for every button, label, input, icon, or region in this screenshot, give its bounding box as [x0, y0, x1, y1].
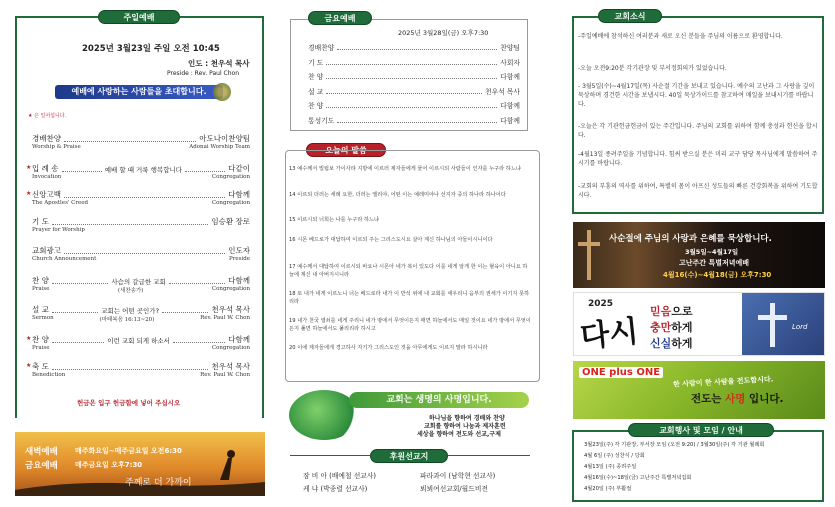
- order-item-en-row: [32, 315, 250, 323]
- stand-star-icon: ★: [26, 362, 32, 369]
- order-item-name: 찬 양: [32, 335, 49, 344]
- verse-item: 17 예수께서 대답하여 이르시되 바요나 시몬아 네가 복이 있도다 이를 네게 알게 한 이는 혈육이 아니요 하늘에 계신 내 아버지시니라: [289, 264, 528, 278]
- missionary-row-1-left: 잠 비 아 (배예철 선교사): [303, 472, 377, 480]
- order-item-ko-row: [32, 275, 250, 286]
- again-banner: [573, 292, 825, 356]
- lent-banner: [573, 222, 825, 288]
- friday-row: [308, 42, 520, 52]
- again-line-2: [650, 319, 693, 335]
- again-cross-image: [742, 293, 825, 356]
- verse-item: 14 이르되 더러는 세례 요한, 더러는 엘리야, 어떤 이는 예레미야나 선지자 중의 하나라 하나이다: [289, 192, 506, 198]
- leader-dots: [326, 107, 497, 108]
- leader-dots: [52, 224, 209, 225]
- order-item-en-leader: Congregation: [211, 286, 250, 292]
- order-item-name: 신앙고백: [32, 190, 61, 199]
- word-title: 오늘의 말씀: [306, 143, 386, 157]
- leader-dots: [169, 283, 226, 284]
- one-line-2c: 입니다.: [745, 393, 784, 405]
- order-item-en: Praise: [32, 286, 50, 292]
- dawn-label: 새벽예배: [25, 447, 58, 457]
- order-item-en-row: [32, 286, 250, 294]
- again-year: 2025: [588, 299, 614, 309]
- order-item-leader: 천우석 목사: [211, 362, 250, 371]
- leader-dots: [326, 78, 497, 79]
- order-item-en-row: [32, 200, 250, 206]
- order-item-detail: 사슴의 갈급한 교회: [111, 278, 166, 286]
- again-faithful: 신실: [650, 337, 672, 350]
- dawn-caption: 주께로 더 가까이: [125, 478, 192, 488]
- sunday-top-rule-right: [180, 16, 264, 18]
- order-item-ko-row: [32, 163, 250, 174]
- missionary-rule-left: [290, 455, 370, 456]
- friday-row: [308, 86, 520, 96]
- order-item-leader: 천우석 목사: [211, 305, 250, 314]
- order-item-en-row: [32, 144, 250, 150]
- welcome-text: 예배에 사랑하는 사람들을 초대합니다.: [71, 87, 207, 96]
- leader-dots: [52, 342, 104, 343]
- one-plus-one-banner: [573, 361, 825, 419]
- order-item-leader: 다함께: [228, 276, 250, 285]
- order-item-leader: 다함께: [228, 190, 250, 199]
- friday-row-label: 설 교: [308, 87, 324, 96]
- event-item: 4월 6일 (주) 성찬식 / 당회: [584, 453, 645, 459]
- news-item: - 3월5일(수)~4월17일(목) 사순절 기간을 보내고 있습니다. 예수의 고난과 그 사랑을 깊이 묵상하며 경건한 시간을 보냅시다. 40일 묵상가이드를 참고하여 매일을 보내시기를 바랍니다.: [578, 83, 815, 108]
- friday-row: [308, 57, 520, 67]
- event-item: 4월20일 (주) 부활절: [584, 486, 632, 492]
- news-item: -오늘 오전9:20분 각기관장 및 부서정회의가 있었습니다.: [578, 65, 727, 72]
- leader-dots: [173, 342, 225, 343]
- missionary-rule-right: [448, 455, 530, 456]
- event-item: 3월23일(주) 각 기관장, 부서장 모임 (오전 9:20) / 3월30일(주) 각 기관 월례회: [584, 442, 765, 448]
- order-item-en: Praise: [32, 345, 50, 351]
- stand-star-icon: ★: [26, 190, 32, 197]
- sunday-presider-en: Preside : Rev. Paul Chon: [167, 70, 240, 77]
- order-item: [32, 245, 250, 262]
- friday-time: 매주금요일 오후7:30: [75, 461, 143, 469]
- news-title: 교회소식: [598, 9, 662, 23]
- sunday-right-rule: [262, 16, 264, 418]
- order-item: [26, 361, 250, 378]
- order-item-en-leader: Congregation: [211, 200, 250, 206]
- one-line-2a: 전도는: [691, 393, 726, 405]
- order-item-leader: 임승환 장로: [211, 217, 250, 226]
- order-item-en-row: [32, 345, 250, 351]
- leader-dots: [64, 253, 225, 254]
- verse-item: 13 예수께서 빌립보 가이사랴 지방에 이르러 제자들에게 물어 이르시되 사람들이 인자를 누구라 하느냐: [289, 166, 521, 172]
- motto-line-1: 하나님을 향하여 경배와 찬양: [429, 415, 505, 422]
- order-item-ko-row: [32, 216, 250, 227]
- verse-item: 16 시몬 베드로가 대답하여 이르되 주는 그리스도시요 살아 계신 하나님의 아들이시니이다: [289, 237, 493, 243]
- lent-line-2: 3월5일~4월17일: [685, 248, 739, 256]
- order-item-name: 설 교: [32, 305, 49, 314]
- again-faith-suffix: 으로: [671, 305, 693, 318]
- again-full: 충만: [650, 321, 672, 334]
- order-item-en-row: [32, 227, 250, 233]
- event-item: 4월13일 (주) 종려주일: [584, 464, 637, 470]
- leader-dots: [52, 369, 209, 370]
- sunday-presider: 인도 : 천우석 목사: [188, 59, 250, 68]
- order-item-en-leader: Rev. Paul W. Chon: [200, 315, 250, 321]
- order-item-en-row: [32, 372, 250, 378]
- lent-cross-icon: [587, 230, 591, 280]
- order-item-en: Prayer for Worship: [32, 227, 85, 233]
- order-item-ko-row: [32, 245, 250, 256]
- news-item: -4월13일 종려주일을 기념합니다. 힘써 받으실 분은 미리 교구 담당 목사님에게 말씀하여 주시기를 바랍니다.: [578, 151, 818, 167]
- motto-line-2: 교회를 향하여 나눔과 제자훈련: [424, 423, 506, 430]
- friday-row-label: 경배찬양: [308, 44, 335, 52]
- friday-row-value: 다함께: [500, 116, 520, 125]
- friday-row-label: 찬 양: [308, 102, 324, 110]
- leader-dots: [64, 197, 225, 198]
- lent-line-1: 사순절에 주님의 사랑과 은혜를 묵상합니다.: [609, 234, 772, 244]
- order-item-en-leader: Congregation: [211, 345, 250, 351]
- sunday-left-rule: [15, 16, 17, 418]
- order-item-en: Worship & Praise: [32, 144, 81, 150]
- friday-label: 금요예배: [25, 461, 58, 471]
- missionary-title: 후원선교지: [370, 449, 448, 463]
- order-item: [26, 163, 251, 180]
- friday-row-label: 통성기도: [308, 116, 335, 125]
- order-item-en-row: [32, 256, 250, 262]
- one-line-1: 한 사람이 한 사람을 전도합시다.: [672, 375, 774, 389]
- order-item: [32, 304, 250, 323]
- again-line-3: [650, 335, 693, 351]
- friday-row-label: 찬 양: [308, 73, 324, 81]
- order-item-ko-row: [32, 361, 250, 372]
- welcome-banner: [55, 85, 223, 99]
- events-title: 교회행사 및 모임 / 안내: [628, 423, 774, 437]
- order-item-leader: 인도자: [228, 246, 250, 255]
- again-full-suffix: 하게: [671, 321, 693, 334]
- order-item-name: 경배찬양: [32, 134, 61, 143]
- verse-item: 15 이르시되 너희는 나를 누구라 하느냐: [289, 217, 380, 223]
- again-faith: 믿음: [650, 305, 672, 318]
- sunday-title: 주일예배: [98, 10, 180, 24]
- order-item-ko-row: [32, 334, 250, 345]
- verse-item: 18 또 내가 네게 이르노니 너는 베드로라 내가 이 반석 위에 내 교회를 세우리니 음부의 권세가 이기지 못하리라: [289, 291, 530, 305]
- dawn-time: 매주화요일~매주금요일 오전6:30: [75, 447, 182, 455]
- lent-cross-bar: [578, 242, 600, 246]
- event-item: 4월16일(수)~18일(금) 고난주간 특별저녁집회: [584, 475, 692, 481]
- order-item-en-leader: Rev. Paul W. Chon: [200, 372, 250, 378]
- again-big: 다시: [578, 314, 641, 355]
- cross-bar: [758, 315, 787, 320]
- stand-star-icon: ★: [26, 164, 32, 171]
- leader-dots: [326, 93, 482, 94]
- lent-line-4: 4월16(수)~4월18(금) 오후7:30: [663, 271, 772, 279]
- missionary-row-1-right: 파라과이 (남학현 선교사): [420, 472, 496, 480]
- order-item-detail: 예배 할 때 거룩 행복합니다: [104, 166, 183, 174]
- order-item-en: Invocation: [32, 174, 62, 180]
- offering-note: 헌금은 입구 헌금함에 넣어 주십시오: [77, 399, 181, 407]
- order-item-en-leader: Preside: [229, 256, 250, 262]
- news-item: -주일예배에 참석하신 여러분과 새로 오신 분들을 주님의 이름으로 환영합니다.: [578, 33, 783, 40]
- order-item-en-row: [32, 174, 250, 180]
- friday-row: [308, 115, 520, 125]
- motto-banner: [289, 388, 534, 442]
- dawn-worship-banner: [15, 432, 265, 496]
- leader-dots: [62, 171, 102, 172]
- order-item-leader: 아도나이찬양팀: [199, 134, 250, 143]
- again-faithful-suffix: 하게: [671, 337, 693, 350]
- order-item-en-detail: (새찬송가): [117, 288, 144, 294]
- welcome-flower-icon: [213, 83, 231, 101]
- order-item-detail: 교회는 어떤 곳인가?: [101, 307, 160, 315]
- friday-row-value: 다함께: [500, 102, 520, 110]
- order-item-name: 찬 양: [32, 276, 49, 285]
- missionary-row-2-left: 케 냐 (박종렬 선교사): [303, 485, 368, 493]
- leader-dots: [185, 171, 225, 172]
- leader-dots: [162, 312, 208, 313]
- news-item: -교회의 부흥의 역사를 위하여, 특별히 몸이 아프신 성도들의 빠른 건강회복을 위하여 기도합시다.: [578, 183, 818, 199]
- one-plus-one-brand: ONE plus ONE: [579, 367, 663, 378]
- order-item-leader: 다같이: [228, 164, 251, 173]
- order-item-name: 교회광고: [32, 246, 61, 255]
- order-item-en-leader: Congregation: [211, 174, 250, 180]
- order-item: [26, 334, 250, 351]
- missionary-row-2-right: 뵈뵈여선교회/월드비전: [420, 485, 488, 493]
- leader-dots: [64, 141, 196, 142]
- lent-line-3: 고난주간 특별저녁예배: [679, 259, 750, 267]
- cross-icon: [770, 303, 775, 347]
- friday-row-value: 찬양팀: [500, 44, 520, 52]
- order-item-detail: 이런 교회 되게 하소서: [107, 337, 170, 345]
- stand-note: ★ 은 일어섭니다.: [28, 113, 67, 119]
- order-item-name: 입 례 송: [32, 164, 59, 173]
- leader-dots: [52, 283, 109, 284]
- order-item: [32, 133, 250, 150]
- order-item-en: Church Announcement: [32, 256, 97, 262]
- one-line-2: [691, 391, 783, 406]
- order-item-ko-row: [32, 189, 250, 200]
- friday-row-label: 기 도: [308, 58, 324, 67]
- friday-row: [308, 71, 520, 81]
- friday-row-value: 천우석 목사: [485, 87, 520, 96]
- order-item-en: The Apostles' Creed: [32, 200, 89, 206]
- leader-dots: [337, 122, 497, 123]
- again-line-1: [650, 303, 693, 319]
- news-item: -오늘은 각 기관헌금헌금이 있는 주간입니다. 주님의 교회를 위하여 함께 충성과 헌신을 합시다.: [578, 123, 818, 139]
- sunday-date: 2025년 3월23일 주일 오전 10:45: [82, 44, 220, 54]
- leader-dots: [337, 49, 497, 50]
- verse-item: 19 내가 천국 열쇠를 네게 주리니 네가 땅에서 무엇이든지 매면 하늘에서도 매일 것이요 네가 땅에서 무엇이든지 풀면 하늘에서도 풀리리라 하시고: [289, 318, 531, 332]
- order-item: [32, 275, 250, 294]
- friday-title: 금요예배: [308, 11, 372, 25]
- order-item-en-leader: Adonai Worship Team: [189, 144, 250, 150]
- friday-date: 2025년 3월28일(금) 오후7:30: [398, 29, 489, 37]
- order-item-en: Benediction: [32, 372, 66, 378]
- stand-star-icon: ★: [26, 335, 32, 342]
- leader-dots: [52, 312, 98, 313]
- motto-line-3: 세상을 향하여 전도와 선교,구제: [417, 431, 501, 438]
- order-item-en-detail: (마태복음 16:13~20): [99, 317, 155, 323]
- order-item: [26, 189, 250, 206]
- order-item-leader: 다함께: [228, 335, 250, 344]
- order-item-name: 축 도: [32, 362, 49, 371]
- order-item-en: Sermon: [32, 315, 54, 321]
- order-item-name: 기 도: [32, 217, 49, 226]
- leader-dots: [326, 64, 497, 65]
- sunday-top-rule-left: [15, 16, 98, 18]
- friday-row-value: 사회자: [500, 58, 520, 67]
- verse-item: 20 이에 제자들에게 경고하사 자기가 그리스도인 것을 아무에게도 이르지 말라 하시니라: [289, 345, 488, 351]
- again-lord: Lord: [792, 323, 808, 331]
- friday-row: [308, 100, 520, 110]
- order-item-ko-row: [32, 304, 250, 315]
- one-line-2b: 사명: [725, 393, 746, 405]
- motto-headline: 교회는 생명의 사명입니다.: [349, 392, 529, 408]
- friday-row-value: 다함께: [500, 73, 520, 81]
- order-item-ko-row: [32, 133, 250, 144]
- order-item: [32, 216, 250, 233]
